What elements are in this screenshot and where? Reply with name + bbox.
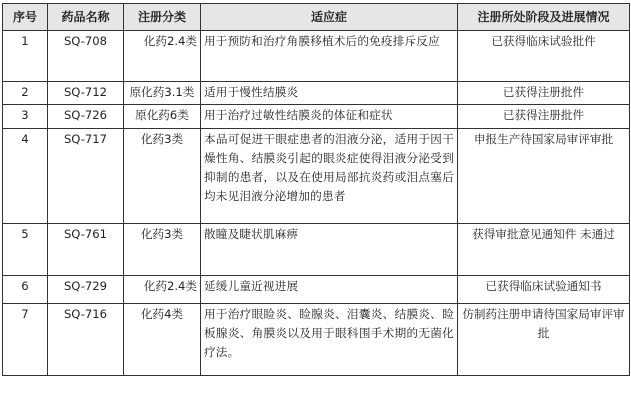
- stage-status: 获得审批意见通知件 未通过: [458, 224, 630, 276]
- row-number: 1: [3, 31, 48, 82]
- registration-class: 化药2.4类: [124, 31, 201, 82]
- indication: 散瞳及睫状肌麻痹: [201, 224, 458, 276]
- registration-class: 化药3类: [124, 224, 201, 276]
- row-number: 2: [3, 82, 48, 105]
- drug-code: SQ-716: [48, 304, 124, 376]
- table-row: [3, 82, 630, 105]
- row-number: 3: [3, 105, 48, 129]
- table-header-row: [3, 4, 630, 31]
- header-indication: 适应症: [201, 4, 458, 31]
- stage-status: 已获得注册批件: [458, 105, 630, 129]
- table-row: [3, 276, 630, 304]
- indication: 本品可促进干眼症患者的泪液分泌，适用于因干燥性角、结膜炎引起的眼炎症使得泪液分泌受到抑制的患者，以及在使用局部抗炎药或泪点塞后均未见泪液分泌增加的患者: [201, 129, 458, 224]
- table-row: [3, 224, 630, 276]
- table-row: [3, 129, 630, 224]
- indication: 用于预防和治疗角膜移植术后的免疫排斥反应: [201, 31, 458, 82]
- header-stage: 注册所处阶段及进展情况: [458, 4, 630, 31]
- row-number: 4: [3, 129, 48, 224]
- row-number: 7: [3, 304, 48, 376]
- registration-class: 化药2.4类: [124, 276, 201, 304]
- indication: 延缓儿童近视进展: [201, 276, 458, 304]
- row-number: 5: [3, 224, 48, 276]
- table-row: [3, 105, 630, 129]
- registration-class: 化药4类: [124, 304, 201, 376]
- indication: 用于治疗过敏性结膜炎的体征和症状: [201, 105, 458, 129]
- drug-code: SQ-717: [48, 129, 124, 224]
- registration-class: 原化药6类: [124, 105, 201, 129]
- stage-status: 仿制药注册申请待国家局审评审批: [458, 304, 630, 376]
- drug-code: SQ-708: [48, 31, 124, 82]
- header-drug-name: 药品名称: [48, 4, 124, 31]
- row-number: 6: [3, 276, 48, 304]
- header-registration-class: 注册分类: [124, 4, 201, 31]
- header-no: 序号: [3, 4, 48, 31]
- registration-class: 化药3类: [124, 129, 201, 224]
- indication: 用于治疗眼睑炎、睑腺炎、泪囊炎、结膜炎、睑板腺炎、角膜炎以及用于眼科围手术期的无菌化疗法。: [201, 304, 458, 376]
- stage-status: 已获得注册批件: [458, 82, 630, 105]
- table-row: [3, 304, 630, 376]
- stage-status: 已获得临床试验批件: [458, 31, 630, 82]
- drug-code: SQ-712: [48, 82, 124, 105]
- stage-status: 申报生产待国家局审评审批: [458, 129, 630, 224]
- drug-code: SQ-726: [48, 105, 124, 129]
- indication: 适用于慢性结膜炎: [201, 82, 458, 105]
- drug-registration-table: [2, 3, 630, 376]
- table-row: [3, 31, 630, 82]
- drug-code: SQ-761: [48, 224, 124, 276]
- drug-code: SQ-729: [48, 276, 124, 304]
- registration-class: 原化药3.1类: [124, 82, 201, 105]
- stage-status: 已获得临床试验通知书: [458, 276, 630, 304]
